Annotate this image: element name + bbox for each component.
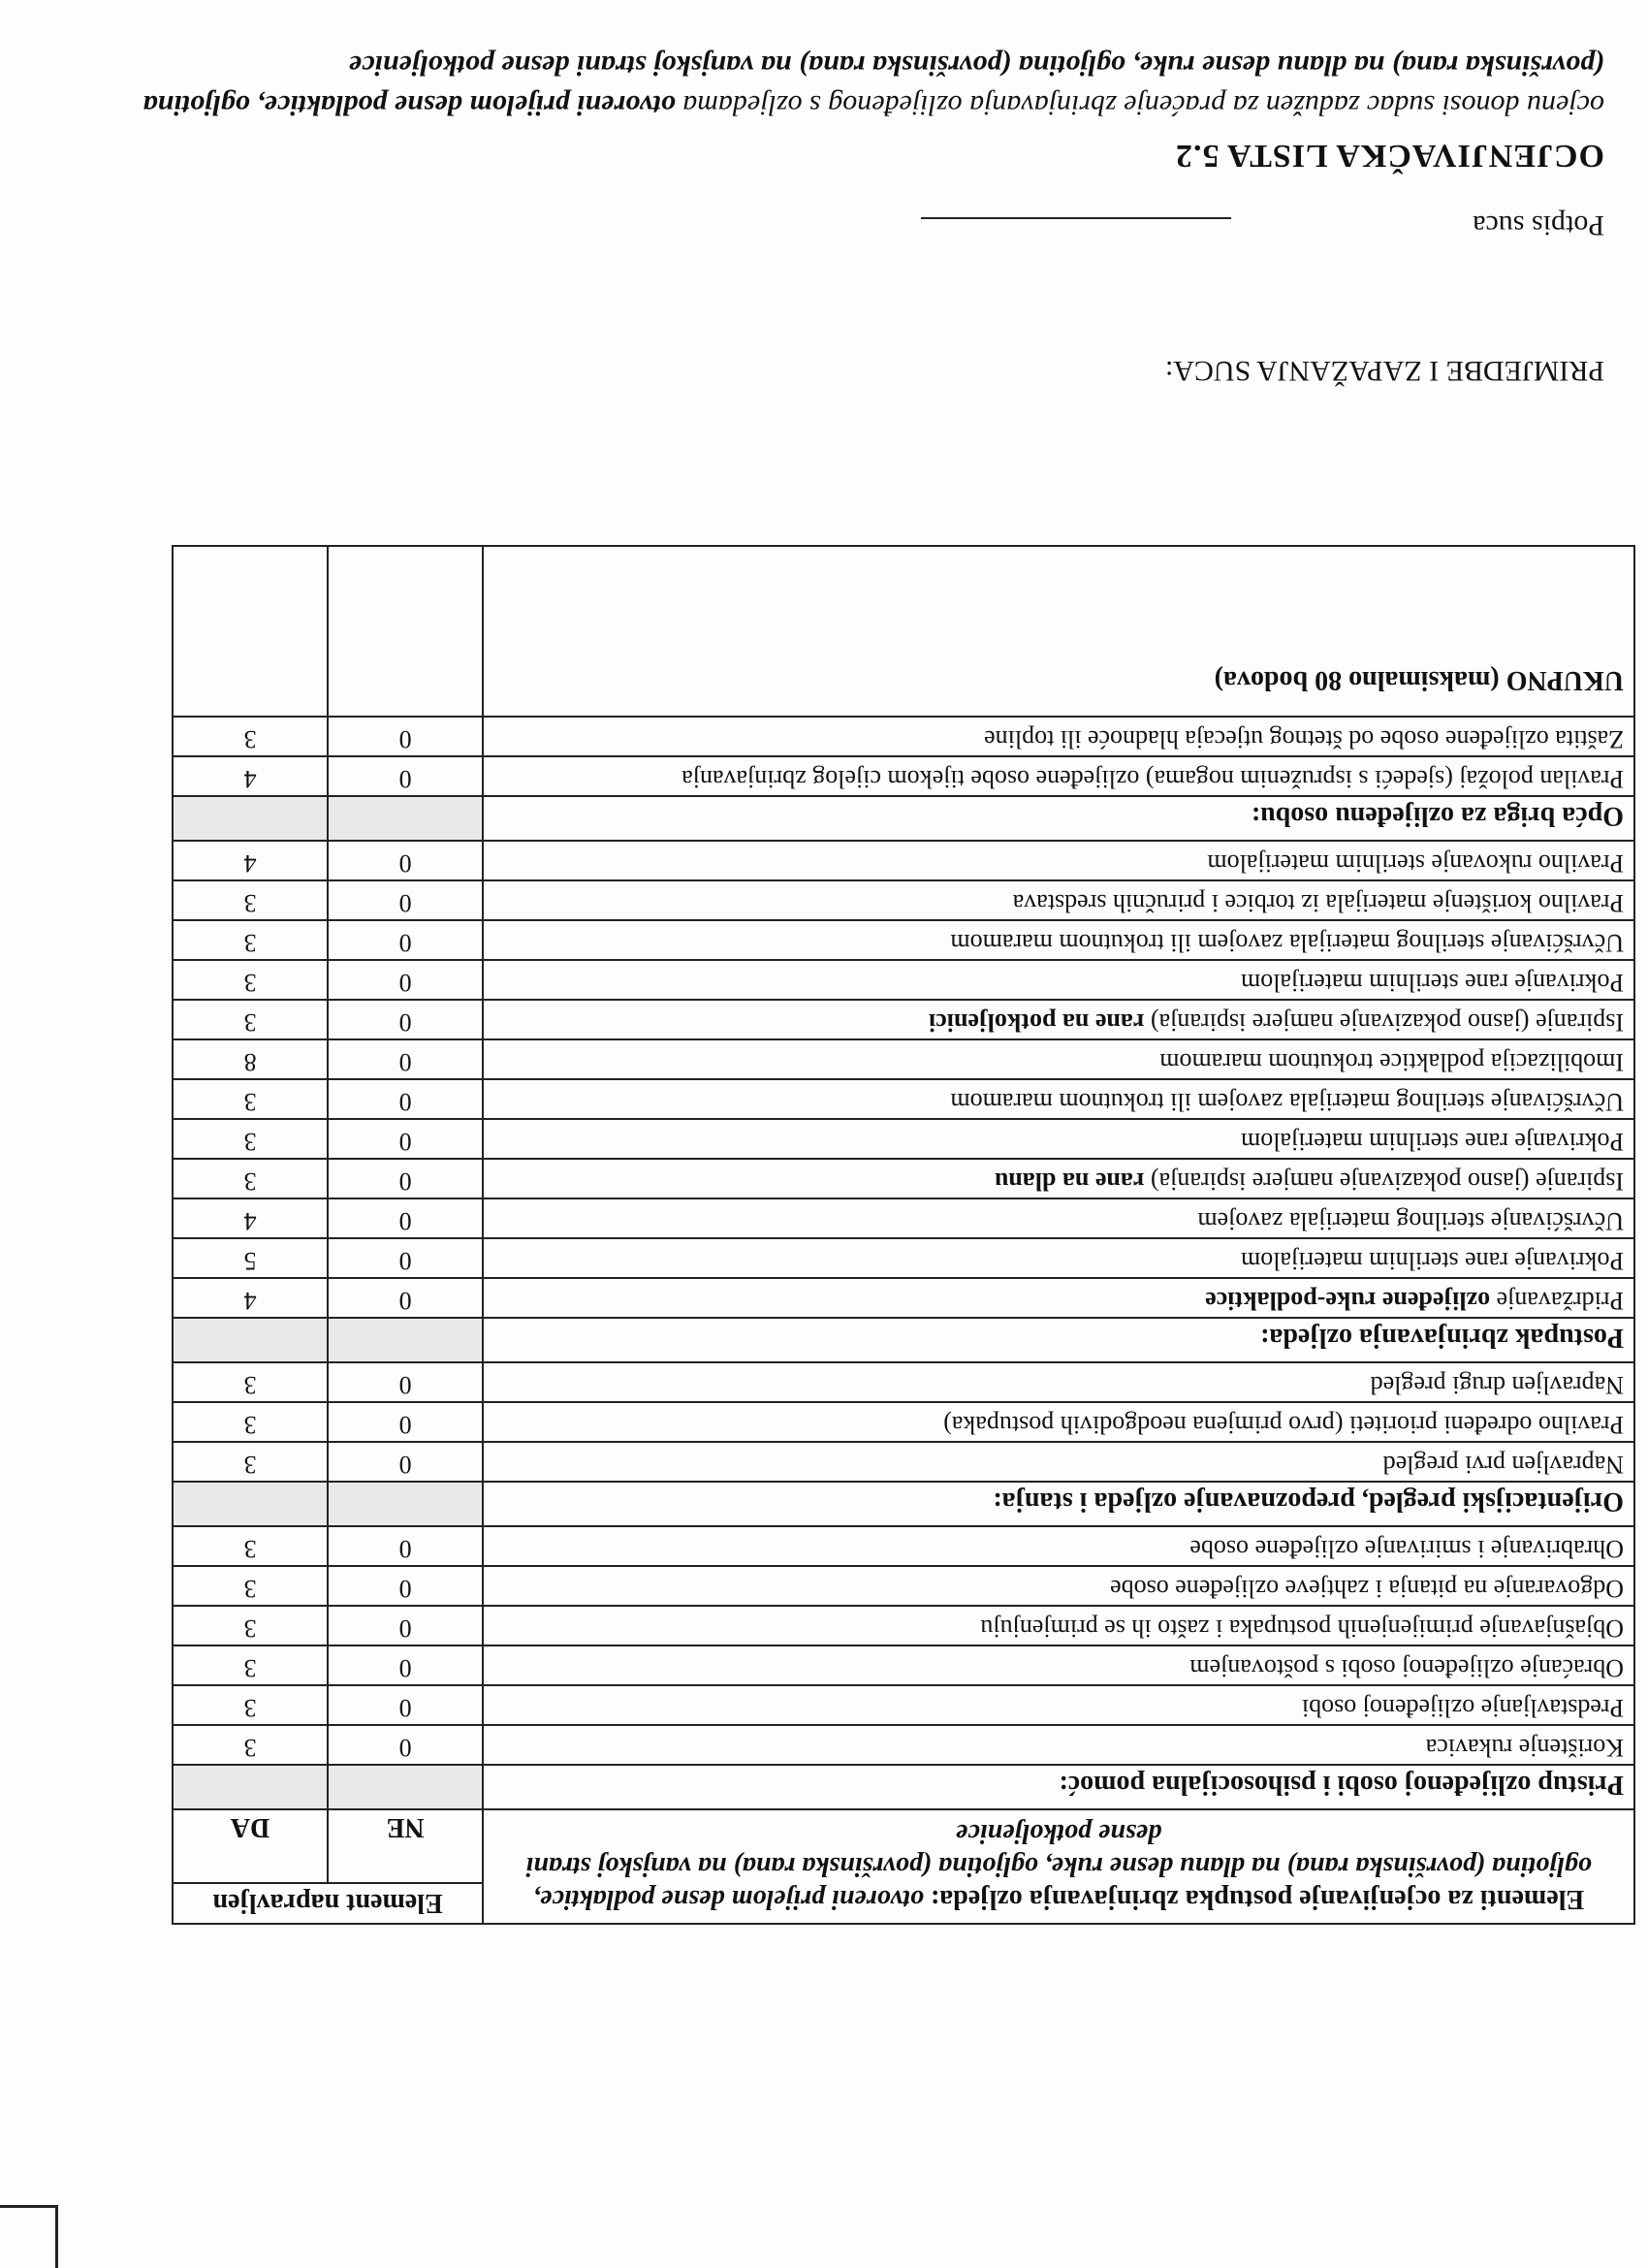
table-row xyxy=(173,1039,1634,1079)
score-da: 3 xyxy=(173,1442,328,1482)
score-da: 4 xyxy=(173,1278,328,1318)
section-empty-cell xyxy=(173,1318,328,1362)
table-row xyxy=(173,1000,1634,1039)
section-title: Pristup ozlijeđenoj osobi i psihosocijalna pomoć: xyxy=(483,1765,1634,1809)
score-ne: 0 xyxy=(328,1000,483,1039)
item-label xyxy=(483,1606,1634,1645)
item-label-text: Ispiranje (jasno pokazivanje namjere ispiranja) xyxy=(1144,1167,1624,1196)
table-row xyxy=(173,1566,1634,1606)
page-title: OCJENJIVAČKA LISTA 5.2 xyxy=(1174,138,1604,174)
item-label xyxy=(483,1119,1634,1159)
score-ne: 0 xyxy=(328,1278,483,1318)
table-row xyxy=(173,841,1634,880)
score-da: 3 xyxy=(173,1725,328,1765)
item-label xyxy=(483,1238,1634,1278)
item-label-text: Pokrivanje rane sterilnim materijalom xyxy=(1241,1128,1624,1156)
score-ne: 0 xyxy=(328,1606,483,1645)
score-da: 3 xyxy=(173,960,328,1000)
item-label-text: Korištenje rukavica xyxy=(1425,1734,1624,1762)
item-label xyxy=(483,841,1634,880)
item-label-text: Pravilno korištenje materijala iz torbice i priručnih sredstava xyxy=(1012,889,1624,917)
score-da: 3 xyxy=(173,1159,328,1198)
item-label xyxy=(483,1000,1634,1039)
table-row xyxy=(173,1526,1634,1566)
table-row xyxy=(173,756,1634,796)
scan-edge-mark xyxy=(0,2205,58,2208)
item-label-bold: ozlijeđene ruke-podlaktice xyxy=(1205,1287,1491,1315)
item-label xyxy=(483,1442,1634,1482)
table-row xyxy=(173,1645,1634,1685)
header-elements-bold: Elementi za ocjenjivanje postupka zbrinjavanja ozljeda: xyxy=(923,1884,1585,1914)
section-empty-cell xyxy=(173,1765,328,1809)
section-row xyxy=(173,1482,1634,1526)
header-da: DA xyxy=(173,1809,328,1883)
section-empty-cell xyxy=(328,796,483,841)
item-label-text: Pravilno određeni prioriteti (prvo primjena neodgodivih postupaka) xyxy=(943,1411,1624,1439)
table-row xyxy=(173,1402,1634,1442)
item-label-text: Učvršćivanje sterilnog materijala zavojem ili trokutnom maramom xyxy=(950,929,1624,957)
header-element-done: Element napravljen xyxy=(173,1883,483,1924)
score-ne: 0 xyxy=(328,1119,483,1159)
item-label-bold: rane na dlanu xyxy=(994,1167,1145,1196)
score-da: 3 xyxy=(173,1362,328,1402)
score-ne: 0 xyxy=(328,756,483,796)
signature-label: Potpis suca xyxy=(1473,209,1604,241)
table-row xyxy=(173,1362,1634,1402)
item-label xyxy=(483,1159,1634,1198)
scan-edge-mark xyxy=(55,2205,58,2268)
score-da: 3 xyxy=(173,1645,328,1685)
score-da: 3 xyxy=(173,1685,328,1725)
score-da: 3 xyxy=(173,1402,328,1442)
section-row xyxy=(173,1318,1634,1362)
item-label-text: Pokrivanje rane sterilnim materijalom xyxy=(1241,1247,1624,1275)
item-label xyxy=(483,1079,1634,1119)
item-label xyxy=(483,1526,1634,1566)
table-row xyxy=(173,1442,1634,1482)
score-da: 4 xyxy=(173,841,328,880)
header-ne: NE xyxy=(328,1809,483,1883)
score-ne: 0 xyxy=(328,841,483,880)
item-label-text: Pravilno rukovanje sterilnim materijalom xyxy=(1207,849,1624,878)
table-row xyxy=(173,1119,1634,1159)
table-row xyxy=(173,1278,1634,1318)
item-label-text: Ohrabrivanje i smirivanje ozlijeđene osobe xyxy=(1189,1535,1624,1563)
score-da: 3 xyxy=(173,920,328,960)
total-da-cell xyxy=(173,546,328,717)
score-ne: 0 xyxy=(328,960,483,1000)
score-da: 3 xyxy=(173,1079,328,1119)
intro-text xyxy=(63,46,1604,125)
table-row xyxy=(173,717,1634,756)
item-label-text: Ispiranje (jasno pokazivanje namjere ispiranja) xyxy=(1144,1008,1624,1037)
item-label-text: Pridržavanje xyxy=(1490,1287,1624,1315)
score-da: 3 xyxy=(173,1606,328,1645)
item-label-bold: rane na potkoljenici xyxy=(929,1008,1145,1037)
score-ne: 0 xyxy=(328,1079,483,1119)
item-label-text: Pravilan položaj (sjedeći s ispruženim nogama) ozlijeđene osobe tijekom cijelog zbrinjavanja xyxy=(681,765,1624,793)
item-label xyxy=(483,1362,1634,1402)
table-row xyxy=(173,1198,1634,1238)
score-ne: 0 xyxy=(328,1442,483,1482)
item-label-text: Učvršćivanje sterilnog materijala zavojem xyxy=(1197,1207,1624,1235)
item-label xyxy=(483,1278,1634,1318)
item-label-text: Odgovaranje na pitanja i zahtjeve ozlijeđene osobe xyxy=(1110,1575,1624,1603)
table-row xyxy=(173,1159,1634,1198)
score-da: 3 xyxy=(173,1000,328,1039)
score-da: 8 xyxy=(173,1039,328,1079)
table-row xyxy=(173,920,1634,960)
header-elements xyxy=(483,1809,1634,1924)
item-label xyxy=(483,1198,1634,1238)
score-ne: 0 xyxy=(328,880,483,920)
section-empty-cell xyxy=(328,1318,483,1362)
item-label-text: Napravljen prvi pregled xyxy=(1382,1451,1624,1479)
score-ne: 0 xyxy=(328,1685,483,1725)
section-empty-cell xyxy=(328,1765,483,1809)
score-ne: 0 xyxy=(328,1039,483,1079)
score-ne: 0 xyxy=(328,1159,483,1198)
item-label-text: Imobilizacija podlaktice trokutnom maramom xyxy=(1159,1048,1624,1076)
score-ne: 0 xyxy=(328,1725,483,1765)
item-label xyxy=(483,1039,1634,1079)
item-label-text: Napravljen drugi pregled xyxy=(1370,1371,1624,1399)
item-label-text: Predstavljanje ozlijeđenoj osobi xyxy=(1301,1694,1624,1722)
score-ne: 0 xyxy=(328,1362,483,1402)
item-label-text: Zaštita ozlijeđene osobe od štetnog utjecaja hladnoće ili topline xyxy=(984,725,1624,753)
score-da: 3 xyxy=(173,1119,328,1159)
item-label xyxy=(483,1685,1634,1725)
score-ne: 0 xyxy=(328,1526,483,1566)
item-label-text: Učvršćivanje sterilnog materijala zavojem ili trokutnom maramom xyxy=(950,1088,1624,1116)
total-ne-cell xyxy=(328,546,483,717)
score-da: 4 xyxy=(173,1198,328,1238)
item-label-text: Objašnjavanje primijenjenih postupaka i zašto ih se primjenjuju xyxy=(980,1614,1624,1643)
section-title: Opća briga za ozlijeđenu osobu: xyxy=(483,796,1634,841)
score-da: 3 xyxy=(173,1566,328,1606)
score-ne: 0 xyxy=(328,1238,483,1278)
item-label-text: Pokrivanje rane sterilnim materijalom xyxy=(1241,969,1624,997)
table-body xyxy=(173,546,1634,1809)
table-row xyxy=(173,1685,1634,1725)
signature-line xyxy=(921,217,1231,219)
score-da: 3 xyxy=(173,717,328,756)
item-label xyxy=(483,756,1634,796)
total-row xyxy=(173,546,1634,717)
table-row xyxy=(173,1606,1634,1645)
score-ne: 0 xyxy=(328,1198,483,1238)
item-label xyxy=(483,1645,1634,1685)
header-elements-italic: otvoreni prijelom desne podlaktice, ogljotina (površinska rana) na dlanu desne ruke, ogljotina (površinska rana) na vanjskoj strani desne potkoljenice xyxy=(525,1818,1592,1914)
score-da: 3 xyxy=(173,1526,328,1566)
item-label xyxy=(483,920,1634,960)
table-row xyxy=(173,1725,1634,1765)
section-row xyxy=(173,796,1634,841)
score-ne: 0 xyxy=(328,1645,483,1685)
remarks-label: PRIMJEDBE I ZAPAŽANJA SUCA: xyxy=(1164,355,1604,387)
section-empty-cell xyxy=(173,1482,328,1526)
section-empty-cell xyxy=(328,1482,483,1526)
score-da: 3 xyxy=(173,880,328,920)
item-label xyxy=(483,960,1634,1000)
score-da: 5 xyxy=(173,1238,328,1278)
table-row xyxy=(173,880,1634,920)
item-label xyxy=(483,1402,1634,1442)
section-title: Postupak zbrinjavanja ozljeda: xyxy=(483,1318,1634,1362)
score-ne: 0 xyxy=(328,1402,483,1442)
intro-bold: otvoreni prijelom desne podlaktice, ogljotina (površinska rana) na dlanu desne ruke, ogljotina (površinska rana) na vanjskoj strani desne potkoljenice xyxy=(143,49,1604,121)
section-empty-cell xyxy=(173,796,328,841)
item-label xyxy=(483,717,1634,756)
item-label xyxy=(483,1566,1634,1606)
table-row xyxy=(173,960,1634,1000)
section-row xyxy=(173,1765,1634,1809)
item-label xyxy=(483,1725,1634,1765)
score-ne: 0 xyxy=(328,1566,483,1606)
score-ne: 0 xyxy=(328,717,483,756)
score-ne: 0 xyxy=(328,920,483,960)
section-title: Orijentacijski pregled, prepoznavanje ozljeda i stanja: xyxy=(483,1482,1634,1526)
table-row xyxy=(173,1079,1634,1119)
score-da: 4 xyxy=(173,756,328,796)
table-row xyxy=(173,1238,1634,1278)
intro-plain: ocjenu donosi sudac zadužen za praćenje zbrinjavanja ozlijeđenog s ozljedama xyxy=(675,89,1604,121)
item-label xyxy=(483,880,1634,920)
evaluation-table xyxy=(172,545,1635,1925)
item-label-text: Obraćanje ozlijeđenoj osobi s poštovanjem xyxy=(1189,1654,1624,1682)
total-label: UKUPNO (maksimalno 80 bodova) xyxy=(483,546,1634,717)
